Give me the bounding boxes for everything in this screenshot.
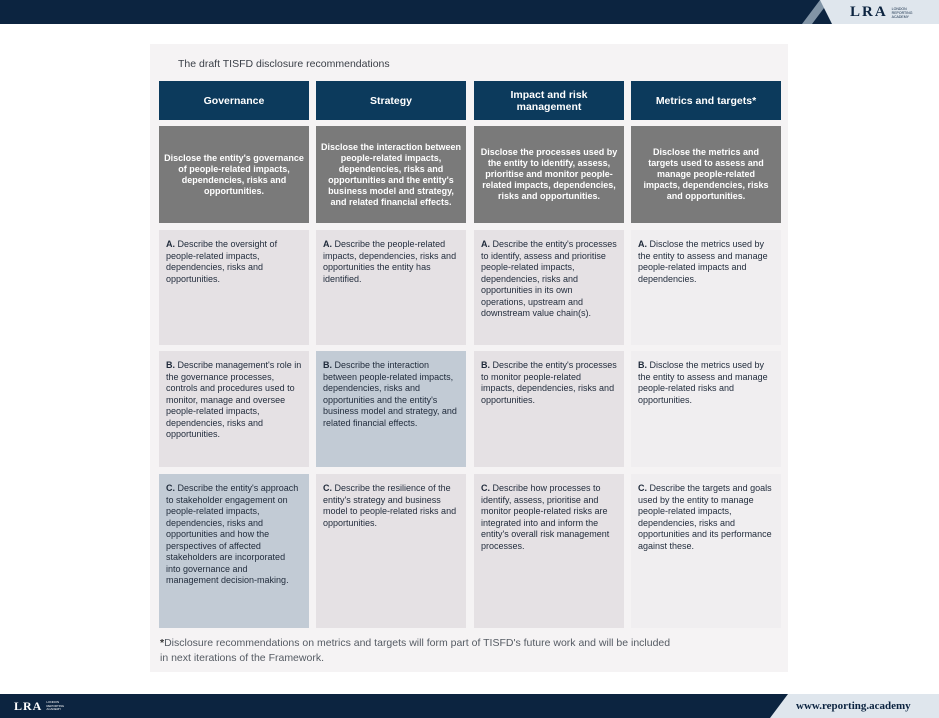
item-letter: C. <box>638 483 647 493</box>
logo-text: LRA <box>850 4 888 20</box>
footnote-line-1: Disclosure recommendations on metrics and targets will form part of TISFD's future work and will be included <box>164 637 671 649</box>
item-letter: B. <box>481 360 490 370</box>
summary-metrics-targets: Disclose the metrics and targets used to assess and manage people-related impacts, dependencies, risks and opportunities. <box>631 126 781 223</box>
cell-governance-c <box>159 474 309 628</box>
lra-logo-top <box>850 4 918 21</box>
cell-impact-risk-b <box>474 351 624 467</box>
item-letter: B. <box>638 360 647 370</box>
cell-metrics-c <box>631 474 781 628</box>
cell-governance-a <box>159 230 309 345</box>
header-governance: Governance <box>159 81 309 120</box>
top-bar <box>0 0 939 24</box>
item-letter: B. <box>323 360 332 370</box>
item-text: Describe the interaction between people-related impacts, dependencies, risks and opportunities and the entity's business model and strategy, and related financial effects. <box>323 360 457 428</box>
item-text: Describe how processes to identify, assess, prioritise and monitor people-related risks are integrated into and inform the entity's overall risk management processes. <box>481 483 610 551</box>
header-strategy: Strategy <box>316 81 466 120</box>
cell-governance-b <box>159 351 309 467</box>
item-text: Disclose the metrics used by the entity to assess and manage people-related impacts and dependencies. <box>638 239 768 284</box>
item-letter: C. <box>323 483 332 493</box>
summary-strategy: Disclose the interaction between people-related impacts, dependencies, risks and opportunities and the entity's business model and strategy, and related financial effects. <box>316 126 466 223</box>
logo-subtext: LONDON REPORTING ACADEMY <box>891 6 913 19</box>
item-text: Describe the entity's processes to identify, assess and prioritise people-related impacts, dependencies, risks and opportunities in its own operations, upstream and downstream value chain(s). <box>481 239 617 318</box>
cell-metrics-b <box>631 351 781 467</box>
footnote-asterisk: * <box>160 637 165 649</box>
item-letter: A. <box>323 239 332 249</box>
item-letter: A. <box>638 239 647 249</box>
item-letter: C. <box>166 483 175 493</box>
item-letter: B. <box>166 360 175 370</box>
header-impact-risk-management: Impact and risk management <box>474 81 624 120</box>
logo-text: LRA <box>14 699 43 713</box>
summary-impact-risk-management: Disclose the processes used by the entity to identify, assess, prioritise and monitor people-related impacts, dependencies, risks and opportunities. <box>474 126 624 223</box>
item-text: Disclose the metrics used by the entity to assess and manage people-related risks and opportunities. <box>638 360 768 405</box>
item-text: Describe the resilience of the entity's strategy and business model to people-related risks and opportunities. <box>323 483 457 528</box>
item-letter: A. <box>166 239 175 249</box>
cell-impact-risk-c <box>474 474 624 628</box>
item-text: Describe management's role in the governance processes, controls and procedures used to monitor, manage and oversee people-related impacts, dependencies, risks and opportunities. <box>166 360 302 439</box>
cell-strategy-a <box>316 230 466 345</box>
footnote-line-2: in next iterations of the Framework. <box>160 652 324 664</box>
cell-impact-risk-a <box>474 230 624 345</box>
footnote <box>160 636 760 666</box>
item-text: Describe the oversight of people-related impacts, dependencies, risks and opportunities. <box>166 239 278 284</box>
logo-subtext: LONDON REPORTING ACADEMY <box>46 700 65 712</box>
lra-logo-bottom <box>14 699 68 714</box>
cell-metrics-a <box>631 230 781 345</box>
item-text: Describe the people-related impacts, dependencies, risks and opportunities the entity has identified. <box>323 239 457 284</box>
item-text: Describe the entity's processes to monitor people-related impacts, dependencies, risks and opportunities. <box>481 360 617 405</box>
item-text: Describe the entity's approach to stakeholder engagement on people-related impacts, dependencies, risks and opportunities and how the perspectives of affected stakeholders are incorporated into governance and management decision-making. <box>166 483 299 585</box>
panel-title: The draft TISFD disclosure recommendations <box>178 58 390 70</box>
item-letter: C. <box>481 483 490 493</box>
item-text: Describe the targets and goals used by the entity to manage people-related impacts, dependencies, risks and opportunities and its performance against these. <box>638 483 772 551</box>
website-link[interactable]: www.reporting.academy <box>796 700 911 712</box>
cell-strategy-c <box>316 474 466 628</box>
item-letter: A. <box>481 239 490 249</box>
summary-governance: Disclose the entity's governance of people-related impacts, dependencies, risks and opportunities. <box>159 126 309 223</box>
header-metrics-targets: Metrics and targets* <box>631 81 781 120</box>
cell-strategy-b <box>316 351 466 467</box>
